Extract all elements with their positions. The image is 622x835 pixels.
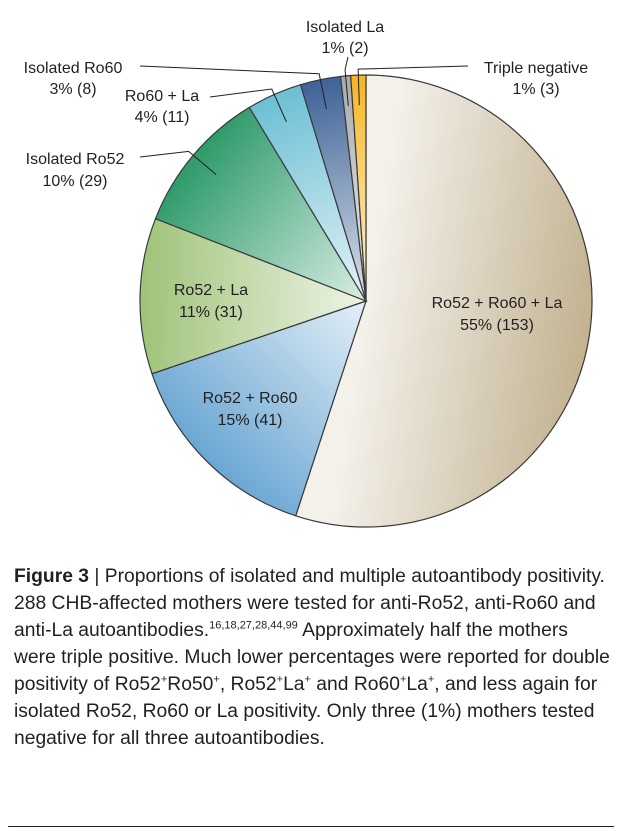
figure-label: Figure 3 [14, 566, 89, 587]
caption-text: La [283, 674, 305, 695]
caption-text: , and less again for isolated Ro52, Ro60 or La positivity. Only three (1%) mothers tested negative for all three autoantibodies. [14, 674, 598, 749]
caption-text: La [406, 674, 428, 695]
slice-label-value: 15% (41) [217, 412, 283, 429]
caption-references: 16,18,27,28,44,99 [209, 619, 298, 632]
superscript-plus: + [304, 673, 311, 686]
slice-label-name: Isolated La [305, 19, 385, 36]
slice-label-name: Ro52 + Ro60 [202, 390, 298, 407]
caption-text: Ro50 [167, 674, 214, 695]
slice-label-name: Ro52 + La [173, 282, 249, 299]
superscript-plus: + [213, 673, 220, 686]
figure-caption [14, 563, 614, 752]
slice-label-value: 55% (153) [460, 317, 534, 334]
slice-label-value: 1% (3) [512, 81, 560, 98]
slice-label-name: Ro52 + Ro60 + La [431, 295, 563, 312]
slice-label-value: 10% (29) [42, 173, 108, 190]
slice-label-name: Isolated Ro60 [23, 60, 123, 77]
superscript-plus: + [160, 673, 168, 686]
slice-label-name: Isolated Ro52 [25, 151, 125, 168]
caption-text: , Ro52 [219, 674, 277, 695]
superscript-plus: + [276, 673, 284, 686]
slice-label-value: 3% (8) [49, 81, 97, 98]
superscript-plus: + [427, 673, 435, 686]
slice-label-name: Ro60 + La [124, 88, 200, 105]
slice-label-value: 11% (31) [179, 304, 243, 321]
slice-label-name: Triple negative [483, 60, 589, 77]
caption-text: and Ro60 [310, 674, 400, 695]
superscript-plus: + [399, 673, 407, 686]
caption-text: Approximately half the mothers were triple positive. Much lower percentages were reported for double positivity of Ro52 [14, 620, 610, 695]
caption-text: Proportions of isolated and multiple autoantibody positivity. 288 CHB-affected mothers were tested for anti-Ro52, anti-Ro60 and anti-La autoantibodies. [14, 566, 605, 641]
bottom-rule [8, 826, 614, 827]
slice-label-value: 1% (2) [321, 40, 369, 57]
caption-separator: | [89, 566, 105, 587]
slice-label-value: 4% (11) [134, 109, 190, 126]
